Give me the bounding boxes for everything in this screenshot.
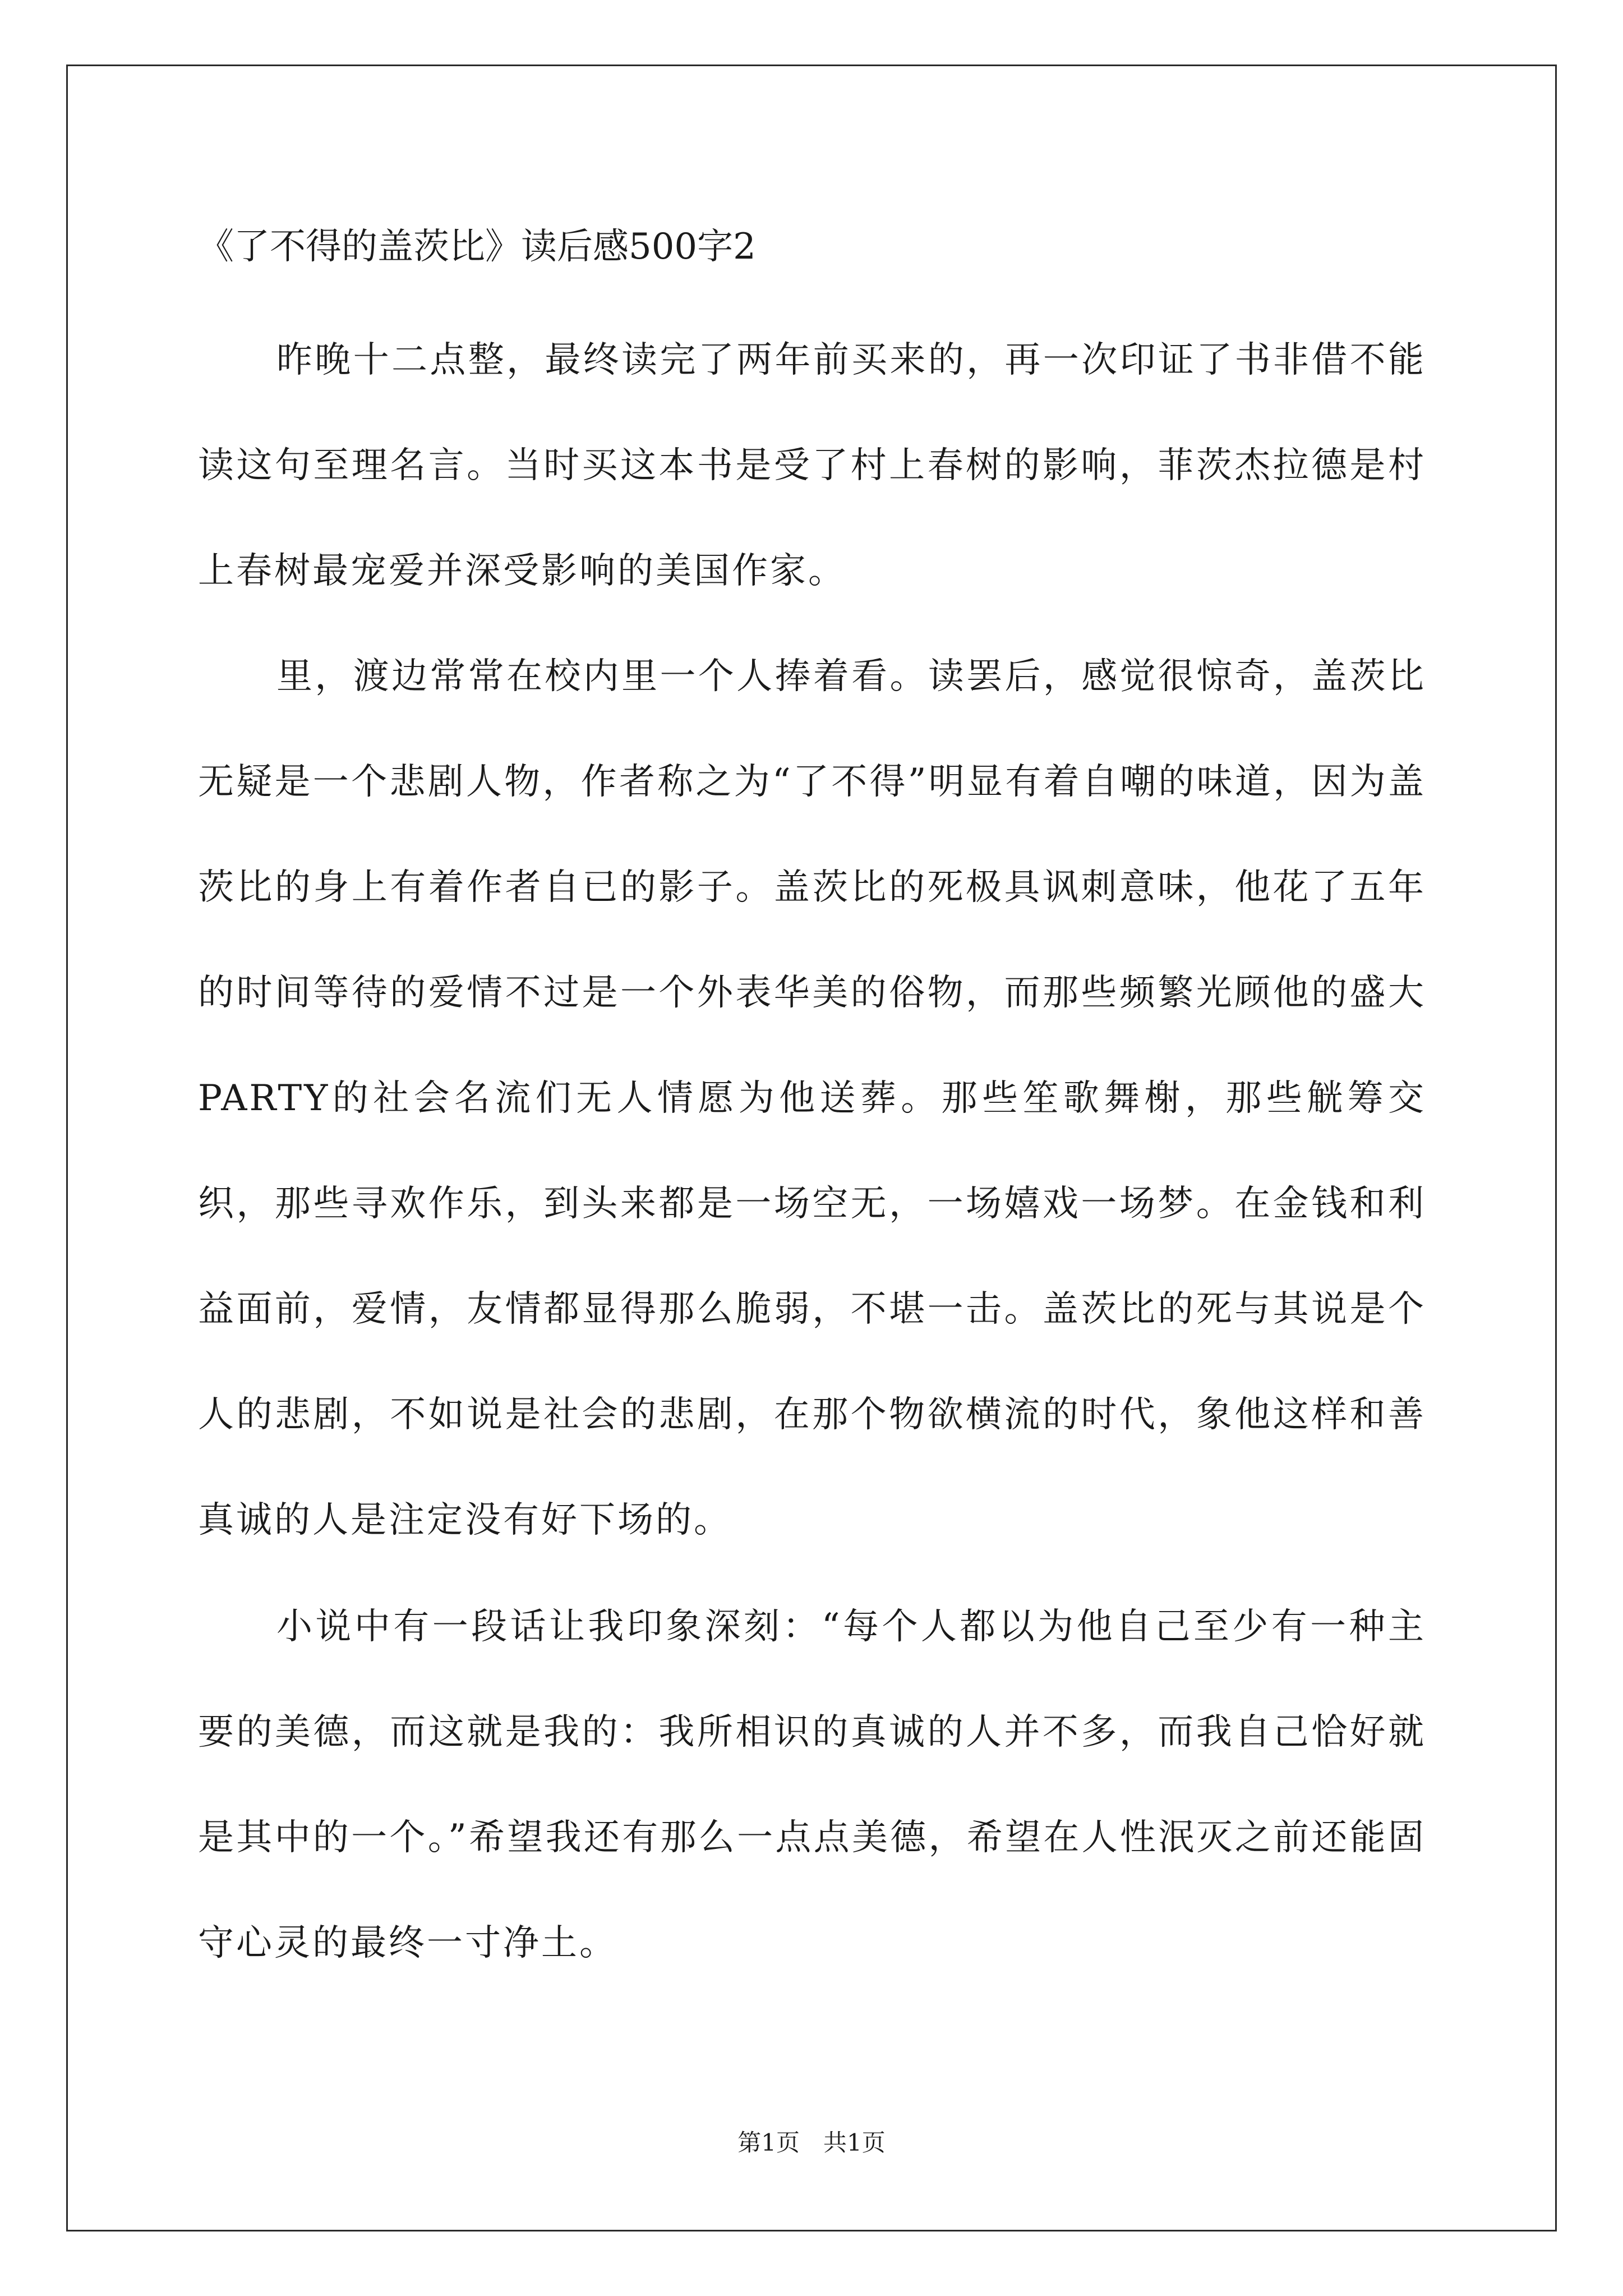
paragraph-1: 昨晚十二点整，最终读完了两年前买来的，再一次印证了书非借不能读这句至理名言。当时买这本书是受了村上春树的影响，菲茨杰拉德是村上春树最宠爱并深受影响的美国作家。	[198, 339, 1426, 592]
paragraph-3: 小说中有一段话让我印象深刻：“每个人都以为他自己至少有一种主要的美德，而这就是我的：我所相识的真诚的人并不多，而我自己恰好就是其中的一个。”希望我还有那么一点点美德，希望在人性泯灭之前还能固守心灵的最终一寸净土。	[198, 1606, 1426, 1964]
document-title: 《了不得的盖茨比》读后感500字2	[198, 226, 756, 268]
paragraph-2: 里，渡边常常在校内里一个人捧着看。读罢后，感觉很惊奇，盖茨比无疑是一个悲剧人物，作者称之为“了不得”明显有着自嘲的味道，因为盖茨比的身上有着作者自已的影子。盖茨比的死极具讽刺意味，他花了五年的时间等待的爱情不过是一个外表华美的俗物，而那些频繁光顾他的盛大PARTY的社会名流们无人情愿为他送葬。那些笙歌舞榭，那些觥筹交织，那些寻欢作乐，到头来都是一场空无，一场嬉戏一场梦。在金钱和利益面前，爱情，友情都显得那么脆弱，不堪一击。盖茨比的死与其说是个人的悲剧，不如说是社会的悲剧，在那个物欲横流的时代，象他这样和善真诚的人是注定没有好下场的。	[198, 656, 1426, 1541]
page-number-footer: 第1页 共1页	[737, 2129, 886, 2156]
